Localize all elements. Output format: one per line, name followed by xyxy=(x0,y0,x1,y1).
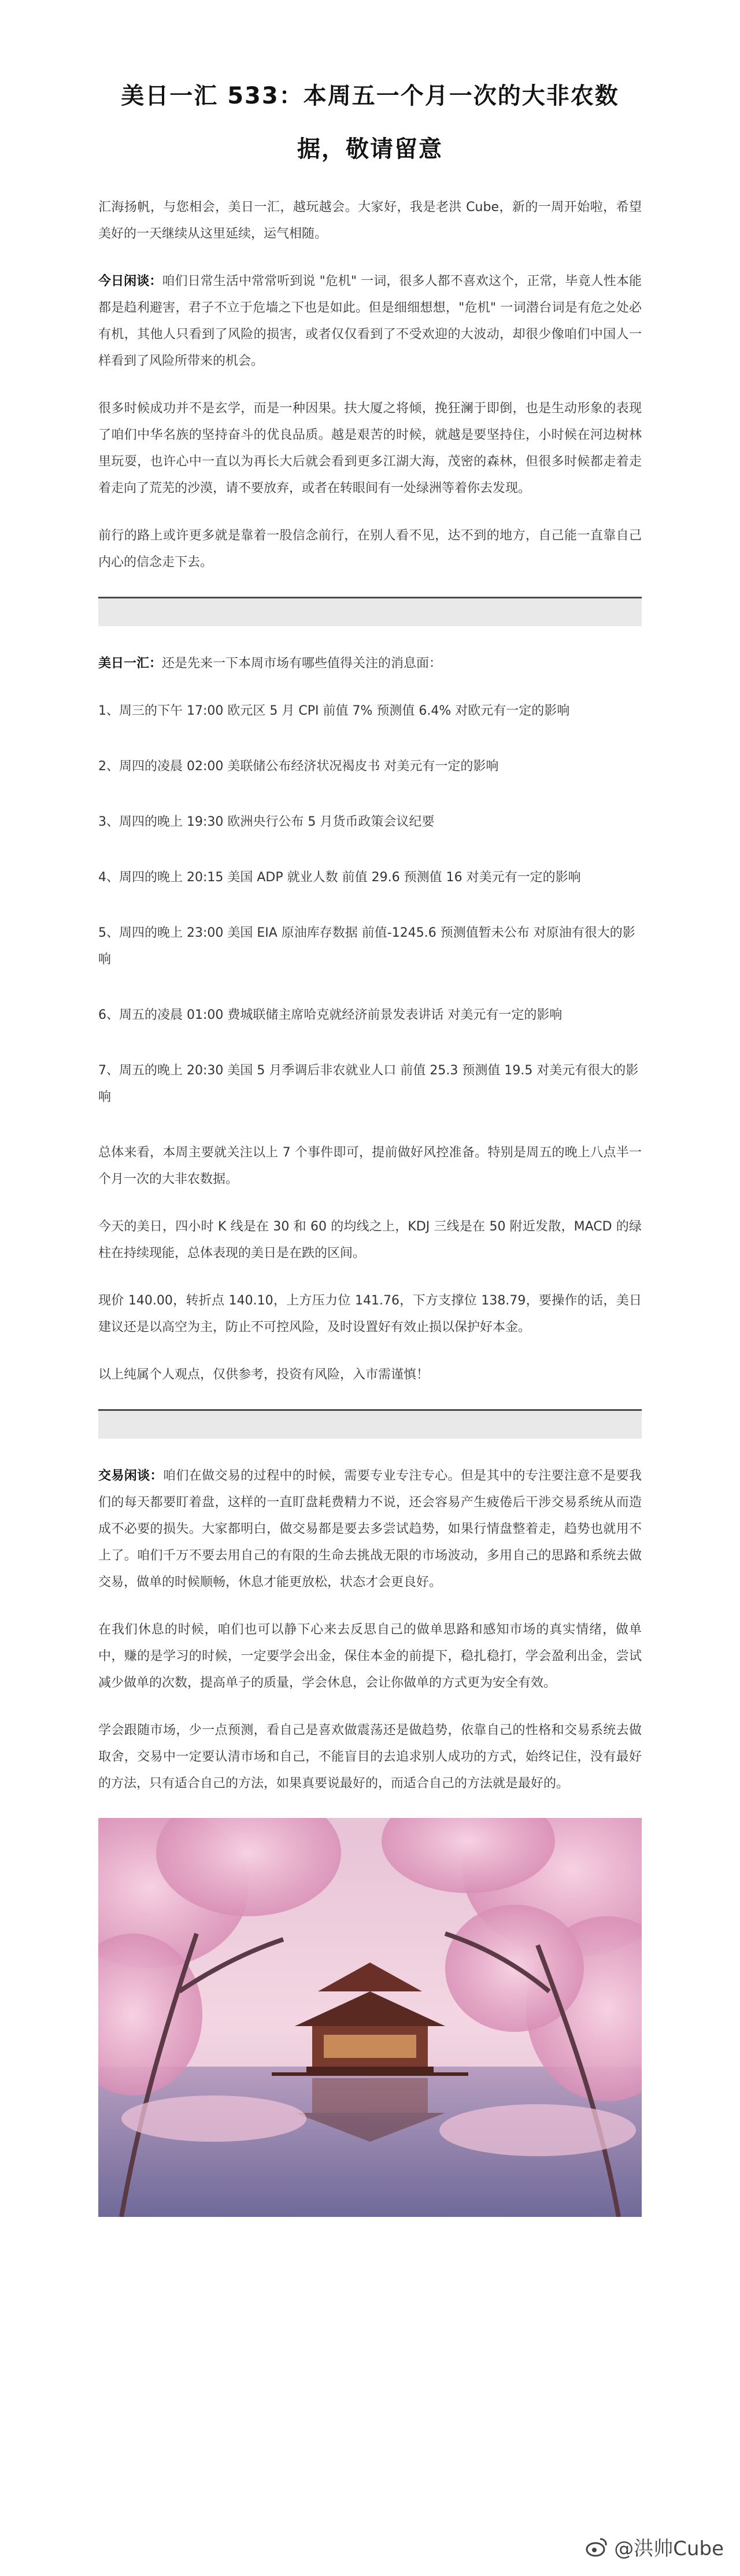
event-item: 5、周四的晚上 23:00 美国 EIA 原油库存数据 前值-1245.6 预测值暂未公布 对原油有很大的影响 xyxy=(98,926,635,967)
summary-paragraph: 总体来看，本周主要就关注以上 7 个事件即可，提前做好风控准备。特别是周五的晚上八点半一个月一次的大非农数据。 xyxy=(98,1145,642,1187)
article xyxy=(98,0,642,2217)
market-intro-paragraph xyxy=(98,651,642,677)
cherry-blossom-photo xyxy=(98,1818,642,2217)
today-paragraph-2: 很多时候成功并不是玄学，而是一种因果。扶大厦之将倾，挽狂澜于即倒，也是生动形象的表现了咱们中华名族的坚持奋斗的优良品质。越是艰苦的时候，就越是要坚持住，小时候在河边树林里玩耍，也许心中一直以为再长大后就会看到更多江湖大海，茂密的森林，但很多时候都走着走着走向了荒芜的沙漠，请不要放弃，或者在转眼间有一处绿洲等着你去发现。 xyxy=(98,401,642,496)
watermark xyxy=(585,2533,724,2561)
weibo-logo-icon xyxy=(585,2536,608,2559)
analysis-paragraph: 今天的美日，四小时 K 线是在 30 和 60 的均线之上，KDJ 三线是在 50 附近发散，MACD 的绿柱在持续现能，总体表现的美日是在跌的区间。 xyxy=(98,1219,642,1261)
event-item: 4、周四的晚上 20:15 美国 ADP 就业人数 前值 29.6 预测值 16 对美元有一定的影响 xyxy=(98,870,581,885)
event-item: 6、周五的凌晨 01:00 费城联储主席哈克就经济前景发表讲话 对美元有一定的影响 xyxy=(98,1008,563,1022)
today-paragraph-1 xyxy=(98,268,642,375)
strategy-paragraph: 现价 140.00，转折点 140.10，上方压力位 141.76，下方支撑位 138.79，要操作的话，美日建议还是以高空为主，防止不可控风险，及时设置好有效止损以保护好本金。 xyxy=(98,1293,642,1335)
event-item: 2、周四的凌晨 02:00 美联储公布经济状况褐皮书 对美元有一定的影响 xyxy=(98,759,499,774)
section-divider xyxy=(98,597,642,626)
market-intro: 还是先来一下本周市场有哪些值得关注的消息面： xyxy=(162,656,442,671)
intro-paragraph: 汇海扬帆，与您相会，美日一汇，越玩越会。大家好，我是老洪 Cube，新的一周开始啦，希望美好的一天继续从这里延续，运气相随。 xyxy=(98,200,642,241)
trade-text-1: 咱们在做交易的过程中的时候，需要专业专注专心。但是其中的专注要注意不是要我们的每天都要盯着盘，这样的一直盯盘耗费精力不说，还会容易产生疲倦后干涉交易系统从而造成不必要的损失。大家都明白，做交易都是要去多尝试趋势，如果行情盘整着走，趋势也就用不上了。咱们千万不要去用自己的有限的生命去挑战无限的市场波动，多用自己的思路和系统去做交易，做单的时候顺畅，休息才能更放松，状态才会更良好。 xyxy=(98,1469,642,1590)
trade-paragraph-1 xyxy=(98,1463,642,1596)
disclaimer-paragraph: 以上纯属个人观点，仅供参考，投资有风险，入市需谨慎！ xyxy=(98,1368,430,1382)
trade-paragraph-3: 学会跟随市场，少一点预测，看自己是喜欢做震荡还是做趋势，依靠自己的性格和交易系统去做取舍，交易中一定要认清市场和自己，不能盲目的去追求别人成功的方式，始终记住，没有最好的方法，只有适合自己的方法，如果真要说最好的，而适合自己的方法就是最好的。 xyxy=(98,1723,642,1791)
event-item: 1、周三的下午 17:00 欧元区 5 月 CPI 前值 7% 预测值 6.4% 对欧元有一定的影响 xyxy=(98,704,570,718)
article-title: 美日一汇 533：本周五一个月一次的大非农数据，敬请留意 xyxy=(121,83,619,162)
cherry-blossom-illustration xyxy=(98,1818,642,2217)
watermark-text: @洪帅Cube xyxy=(614,2537,724,2560)
today-text-1: 咱们日常生活中常常听到说 "危机" 一词，很多人都不喜欢这个，正常，毕竟人性本能都是趋利避害，君子不立于危墙之下也是如此。但是细细想想，"危机" 一词潜台词是有危之处必有机，其他人只看到了风险的损害，或者仅仅看到了不受欢迎的大波动，却很少像咱们中国人一样看到了风险所带来的机会。 xyxy=(98,274,642,368)
market-lead: 美日一汇： xyxy=(98,656,162,671)
event-item: 7、周五的晚上 20:30 美国 5 月季调后非农就业人口 前值 25.3 预测值 19.5 对美元有很大的影响 xyxy=(98,1063,639,1104)
today-lead: 今日闲谈： xyxy=(98,274,162,289)
today-paragraph-3: 前行的路上或许更多就是靠着一股信念前行，在别人看不见，达不到的地方，自己能一直靠自己内心的信念走下去。 xyxy=(98,528,642,570)
trade-lead: 交易闲谈： xyxy=(98,1469,163,1483)
section-divider xyxy=(98,1409,642,1439)
trade-paragraph-2: 在我们休息的时候，咱们也可以静下心来去反思自己的做单思路和感知市场的真实情绪，做单中，赚的是学习的时候，一定要学会出金，保住本金的前提下，稳扎稳打，学会盈利出金，尝试减少做单的次数，提高单子的质量，学会休息，会让你做单的方式更为安全有效。 xyxy=(98,1623,642,1690)
event-item: 3、周四的晚上 19:30 欧洲央行公布 5 月货币政策会议纪要 xyxy=(98,815,435,829)
